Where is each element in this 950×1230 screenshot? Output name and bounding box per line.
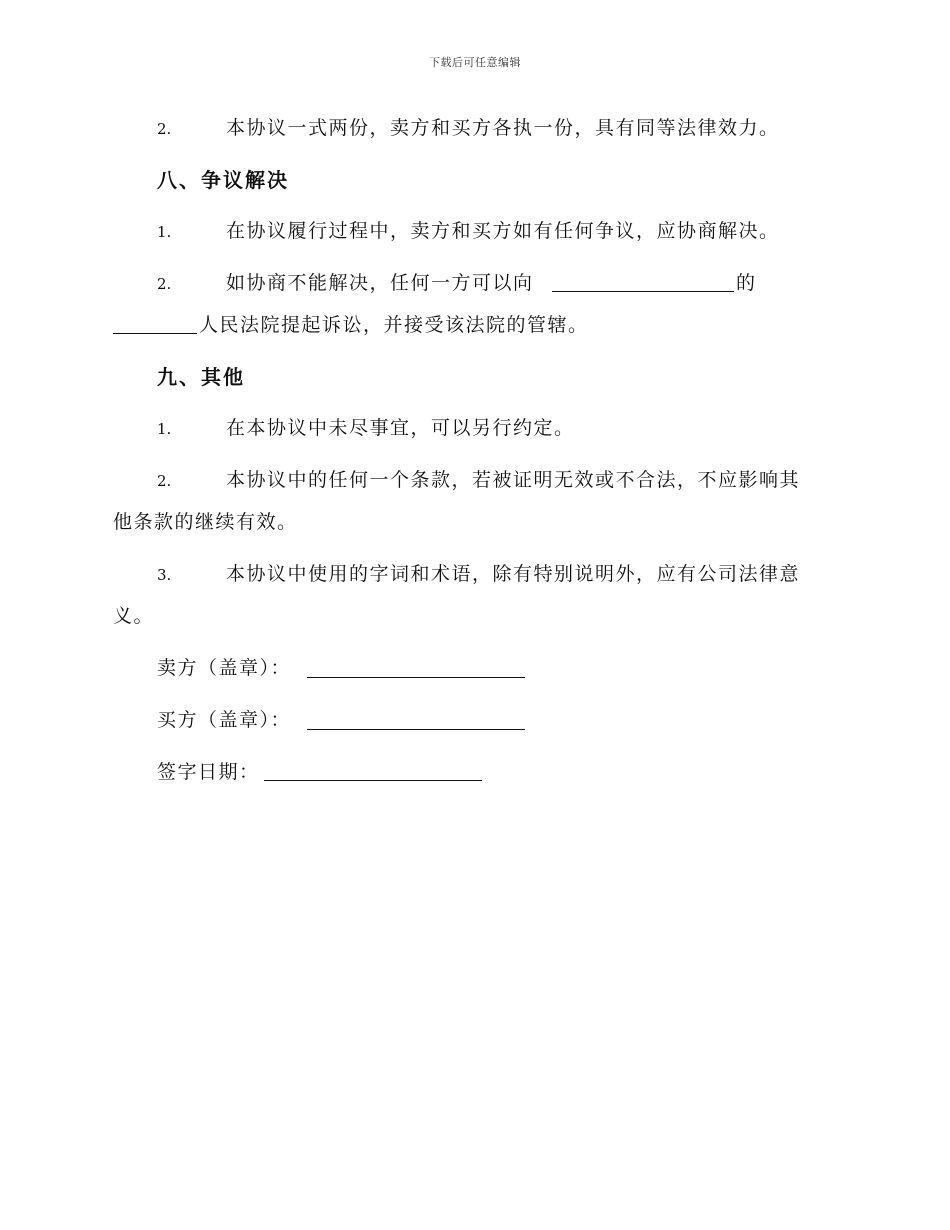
item-number: 1. bbox=[157, 223, 172, 241]
clause-text: 本协议中使用的字词和术语，除有特别说明外，应有公司法律意 bbox=[226, 563, 801, 585]
clause-text: 如协商不能解决，任何一方可以向 bbox=[226, 272, 534, 294]
buyer-seal-label: 买方（盖章）： bbox=[157, 709, 292, 731]
clause-text: 在协议履行过程中，卖方和买方如有任何争议，应协商解决。 bbox=[226, 220, 780, 242]
item-number: 2. bbox=[157, 472, 172, 490]
clause-text: 他条款的继续有效。 bbox=[113, 511, 298, 533]
page-header: 下载后可任意编辑 bbox=[429, 56, 521, 69]
item-number: 2. bbox=[157, 120, 172, 138]
seller-seal-label: 卖方（盖章）： bbox=[157, 657, 292, 679]
clause-text: 义。 bbox=[113, 605, 155, 627]
item-number: 2. bbox=[157, 275, 172, 293]
clause-text: 人民法院提起诉讼，并接受该法院的管辖。 bbox=[199, 314, 589, 336]
blank-court-location[interactable] bbox=[552, 290, 734, 292]
clause-text: 的 bbox=[736, 272, 757, 294]
blank-court-name[interactable] bbox=[113, 332, 197, 334]
item-number: 3. bbox=[157, 566, 172, 584]
clause-text: 本协议一式两份，卖方和买方各执一份，具有同等法律效力。 bbox=[226, 117, 780, 139]
sign-date-label: 签字日期： bbox=[157, 761, 260, 783]
buyer-seal-field[interactable] bbox=[307, 728, 525, 730]
section-heading-other: 九、其他 bbox=[157, 365, 245, 389]
clause-text: 本协议中的任何一个条款，若被证明无效或不合法，不应影响其 bbox=[226, 469, 801, 491]
item-number: 1. bbox=[157, 420, 172, 438]
sign-date-field[interactable] bbox=[264, 779, 482, 781]
clause-text: 在本协议中未尽事宜，可以另行约定。 bbox=[226, 417, 575, 439]
section-heading-dispute: 八、争议解决 bbox=[157, 168, 289, 192]
seller-seal-field[interactable] bbox=[307, 676, 525, 678]
